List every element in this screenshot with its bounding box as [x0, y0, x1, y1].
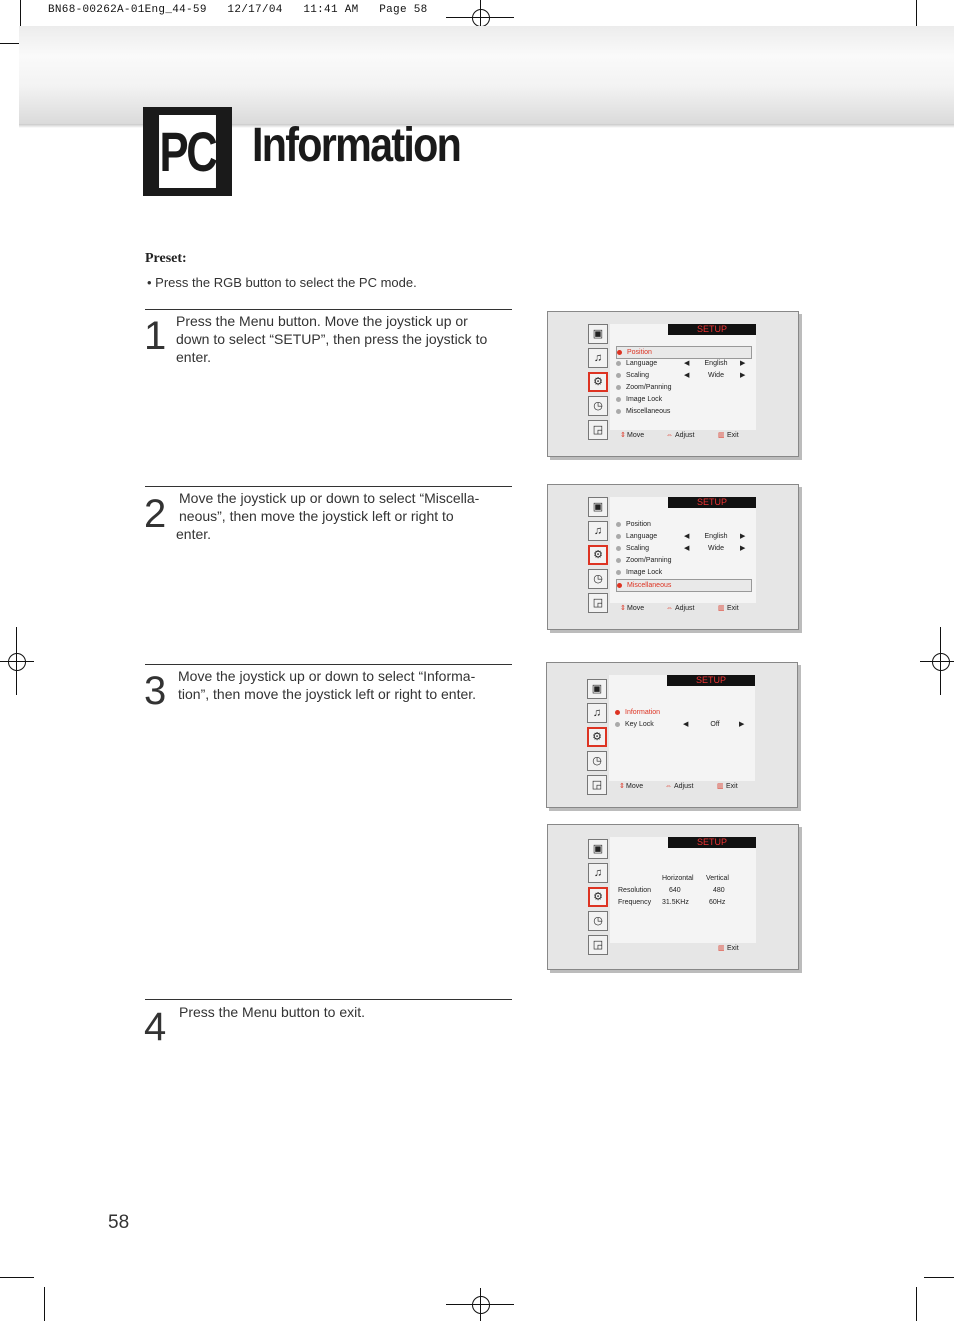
- exit-icon: ▥: [718, 945, 725, 952]
- osd-footer: [610, 943, 756, 955]
- menu-item-label: Image Lock: [626, 396, 663, 403]
- osd-screen-setup: [547, 311, 799, 457]
- info-col-vertical: Vertical: [706, 875, 729, 882]
- menu-item-language: [616, 358, 750, 369]
- menu-item-label: Information: [625, 709, 661, 716]
- menu-item-label: Image Lock: [626, 569, 663, 576]
- osd-screen-miscellaneous-select: [547, 484, 799, 630]
- menu-item-label: Key Lock: [625, 721, 654, 728]
- arrow-right-icon: ▶: [740, 372, 746, 379]
- osd-icon-strip: [588, 497, 608, 615]
- menu-item-image-lock: [616, 567, 750, 578]
- step-text: [179, 1003, 365, 1021]
- osd-screen-information: [547, 824, 799, 970]
- registration-circle: [472, 9, 490, 27]
- page-title: Information: [252, 119, 461, 172]
- arrow-right-icon: ▶: [740, 533, 746, 540]
- sound-icon: ♫: [588, 863, 608, 883]
- step-line: Press the Menu button. Move the joystick up or: [176, 313, 468, 329]
- osd-menu-title: SETUP: [668, 837, 756, 848]
- step-text: [178, 667, 476, 703]
- osd-menu-title: SETUP: [668, 324, 756, 335]
- step-line: Move the joystick up or down to select “Miscella-: [179, 490, 480, 506]
- menu-item-scaling: [616, 370, 750, 381]
- adjust-icon: ⇔: [666, 432, 673, 439]
- step-text: [176, 489, 479, 543]
- osd-menu: [609, 675, 755, 793]
- info-col-horizontal: Horizontal: [662, 875, 694, 882]
- picture-icon: ▣: [588, 497, 608, 517]
- pip-icon: ◲: [588, 935, 608, 955]
- arrow-right-icon: ▶: [740, 545, 746, 552]
- step-number: 2: [144, 492, 167, 536]
- arrow-left-icon: ◀: [684, 360, 690, 367]
- osd-screen-miscellaneous: [546, 662, 798, 808]
- menu-item-value: Wide: [708, 545, 724, 552]
- menu-item-label: Zoom/Panning: [626, 557, 672, 564]
- menu-item-miscellaneous: [616, 406, 750, 417]
- crop-mark: [44, 1287, 45, 1321]
- exit-icon: ▥: [717, 783, 724, 790]
- crop-mark: [924, 1277, 954, 1278]
- footer-move: Move: [626, 783, 644, 790]
- move-icon: ⇕: [620, 605, 626, 612]
- footer-exit: Exit: [727, 432, 739, 439]
- sound-icon: ♫: [588, 348, 608, 368]
- setup-icon: ⚙: [588, 887, 608, 907]
- crop-mark: [0, 1277, 34, 1278]
- osd-menu-title: SETUP: [667, 675, 755, 686]
- step-number: 1: [144, 314, 167, 358]
- menu-item-key-lock: [615, 719, 749, 730]
- osd-menu: [610, 324, 756, 442]
- osd-footer: [610, 603, 756, 615]
- menu-item-scaling: [616, 543, 750, 554]
- footer-adjust: Adjust: [674, 783, 694, 790]
- step-divider: [145, 486, 512, 487]
- menu-item-label: Scaling: [626, 545, 649, 552]
- footer-exit: Exit: [726, 783, 738, 790]
- osd-footer: [610, 430, 756, 442]
- setup-icon: ⚙: [588, 545, 608, 565]
- menu-item-label: Position: [626, 521, 651, 528]
- step-number: 3: [144, 669, 167, 713]
- registration-circle: [472, 1296, 490, 1314]
- footer-move: Move: [627, 432, 645, 439]
- menu-item-label: Language: [626, 533, 658, 540]
- move-icon: ⇕: [619, 783, 625, 790]
- pip-icon: ◲: [588, 420, 608, 440]
- menu-item-miscellaneous: [616, 579, 752, 592]
- sound-icon: ♫: [588, 521, 608, 541]
- pc-badge-label: PC: [159, 115, 216, 188]
- menu-item-image-lock: [616, 394, 750, 405]
- adjust-icon: ⇔: [666, 605, 673, 612]
- info-row-label: Resolution: [618, 887, 652, 894]
- crop-mark: [916, 1287, 917, 1321]
- menu-item-label: Position: [627, 349, 652, 356]
- preset-label: Preset:: [145, 251, 187, 266]
- menu-item-position: [616, 519, 750, 530]
- step-line: tion”, then move the joystick left or right to enter.: [178, 686, 477, 702]
- menu-item-label: Zoom/Panning: [626, 384, 672, 391]
- menu-item-label: Miscellaneous: [627, 582, 672, 589]
- step-text: [176, 312, 487, 366]
- arrow-left-icon: ◀: [683, 721, 689, 728]
- info-frequency-h: 31.5KHz: [662, 899, 689, 906]
- step-number: 4: [144, 1005, 167, 1049]
- pip-icon: ◲: [587, 775, 607, 795]
- menu-item-value: Wide: [708, 372, 724, 379]
- step-line: enter.: [176, 349, 212, 365]
- picture-icon: ▣: [587, 679, 607, 699]
- step-line: down to select “SETUP”, then press the joystick to: [176, 331, 488, 347]
- picture-icon: ▣: [588, 324, 608, 344]
- menu-item-zoom-panning: [616, 555, 750, 566]
- step-divider: [145, 999, 512, 1000]
- menu-item-value: Off: [710, 721, 720, 728]
- menu-item-value: English: [704, 360, 728, 367]
- adjust-icon: ⇔: [665, 783, 672, 790]
- footer-exit: Exit: [727, 945, 739, 952]
- pip-icon: ◲: [588, 593, 608, 613]
- arrow-right-icon: ▶: [739, 721, 745, 728]
- arrow-left-icon: ◀: [684, 545, 690, 552]
- menu-item-label: Scaling: [626, 372, 649, 379]
- registration-circle: [8, 653, 26, 671]
- step-line: Press the Menu button to exit.: [179, 1004, 365, 1020]
- step-divider: [145, 309, 512, 310]
- osd-icon-strip: [587, 675, 607, 793]
- setup-icon: ⚙: [587, 727, 607, 747]
- setup-icon: ⚙: [588, 372, 608, 392]
- exit-icon: ▥: [718, 432, 725, 439]
- osd-icon-strip: [588, 837, 608, 955]
- timer-icon: ◷: [587, 751, 607, 771]
- arrow-right-icon: ▶: [740, 360, 746, 367]
- info-resolution-h: 640: [669, 887, 681, 894]
- move-icon: ⇕: [620, 432, 626, 439]
- arrow-left-icon: ◀: [684, 372, 690, 379]
- print-header: BN68-00262A-01Eng_44-59 12/17/04 11:41 AM Page 58: [48, 4, 428, 16]
- step-line: enter.: [176, 526, 212, 542]
- footer-adjust: Adjust: [675, 605, 695, 612]
- info-row-label: Frequency: [618, 899, 652, 906]
- footer-move: Move: [627, 605, 645, 612]
- info-frequency-v: 60Hz: [709, 899, 726, 906]
- menu-item-label: Language: [626, 360, 658, 367]
- picture-icon: ▣: [588, 839, 608, 859]
- registration-circle: [932, 653, 950, 671]
- arrow-left-icon: ◀: [684, 533, 690, 540]
- timer-icon: ◷: [588, 396, 608, 416]
- info-resolution-v: 480: [713, 887, 725, 894]
- bullet-text: • Press the RGB button to select the PC mode.: [147, 275, 417, 290]
- exit-icon: ▥: [718, 605, 725, 612]
- osd-icon-strip: [588, 324, 608, 442]
- step-divider: [145, 664, 512, 665]
- menu-item-label: Miscellaneous: [626, 408, 671, 415]
- menu-item-information: [615, 707, 749, 718]
- osd-menu: [610, 837, 756, 955]
- menu-item-value: English: [704, 533, 728, 540]
- timer-icon: ◷: [588, 911, 608, 931]
- timer-icon: ◷: [588, 569, 608, 589]
- step-line: Move the joystick up or down to select “Informa-: [178, 668, 476, 684]
- osd-menu-title: SETUP: [668, 497, 756, 508]
- sound-icon: ♫: [587, 703, 607, 723]
- osd-menu: [610, 497, 756, 615]
- menu-item-zoom-panning: [616, 382, 750, 393]
- page-number: 58: [108, 1212, 130, 1233]
- menu-item-language: [616, 531, 750, 542]
- osd-footer: [609, 781, 755, 793]
- footer-exit: Exit: [727, 605, 739, 612]
- footer-adjust: Adjust: [675, 432, 695, 439]
- step-line: neous”, then move the joystick left or right to: [179, 508, 454, 524]
